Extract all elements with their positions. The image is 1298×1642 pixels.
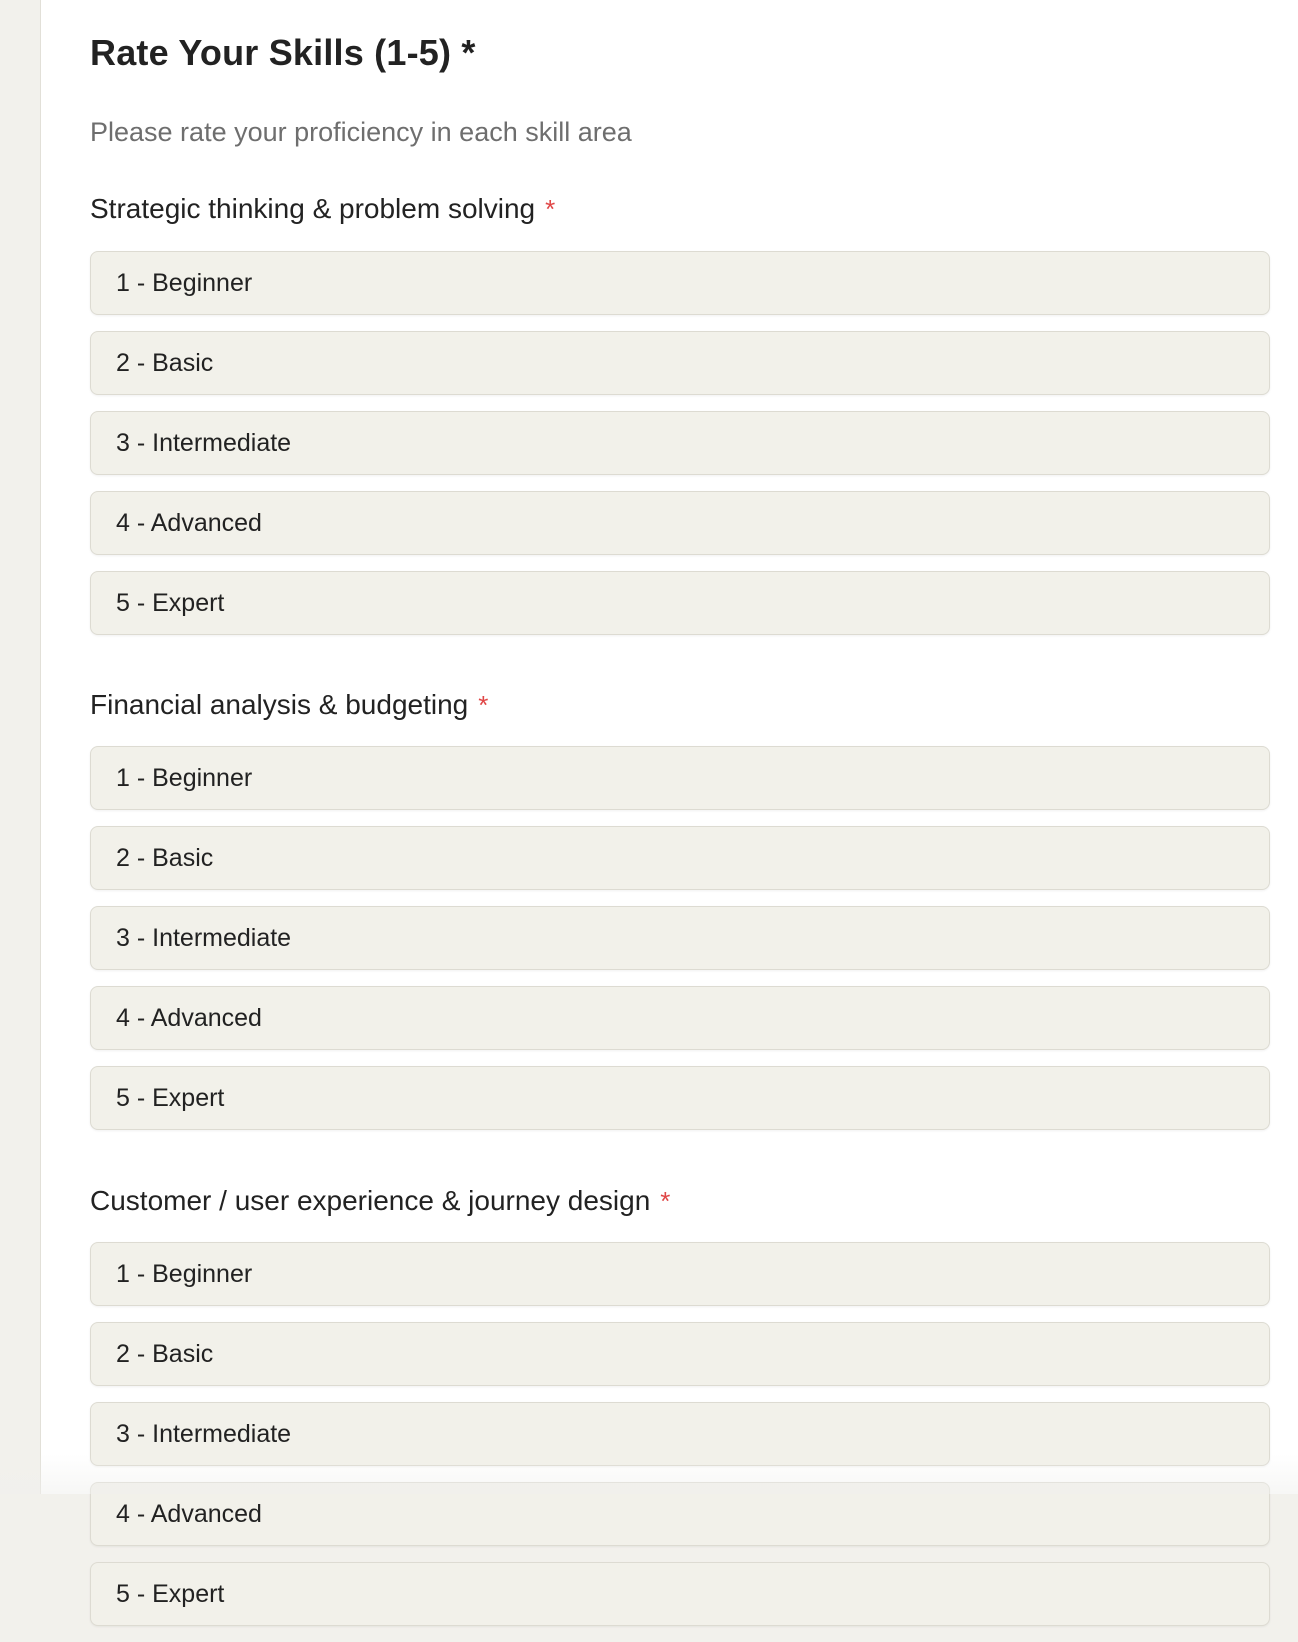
required-asterisk: * xyxy=(660,1186,671,1216)
question-label xyxy=(90,193,1270,233)
option-3-intermediate[interactable]: 3 - Intermediate xyxy=(90,1402,1270,1466)
question-label-text: Customer / user experience & journey design xyxy=(90,1185,651,1216)
option-2-basic[interactable]: 2 - Basic xyxy=(90,331,1270,395)
question-customer-experience xyxy=(90,1185,1270,1642)
left-gutter xyxy=(0,0,41,1494)
question-label-text: Financial analysis & budgeting xyxy=(90,689,469,720)
option-5-expert[interactable]: 5 - Expert xyxy=(90,1562,1270,1626)
option-5-expert[interactable]: 5 - Expert xyxy=(90,571,1270,635)
form-card xyxy=(41,0,1298,1608)
option-4-advanced[interactable]: 4 - Advanced xyxy=(90,491,1270,555)
option-list xyxy=(90,1242,1270,1626)
section-description: Please rate your proficiency in each skill area xyxy=(90,117,632,147)
option-5-expert[interactable]: 5 - Expert xyxy=(90,1066,1270,1130)
option-list xyxy=(90,251,1270,635)
section-title: Rate Your Skills (1-5) * xyxy=(90,32,476,73)
option-1-beginner[interactable]: 1 - Beginner xyxy=(90,1242,1270,1306)
option-3-intermediate[interactable]: 3 - Intermediate xyxy=(90,906,1270,970)
option-2-basic[interactable]: 2 - Basic xyxy=(90,1322,1270,1386)
question-label xyxy=(90,1185,1270,1225)
option-2-basic[interactable]: 2 - Basic xyxy=(90,826,1270,890)
option-list xyxy=(90,746,1270,1130)
option-1-beginner[interactable]: 1 - Beginner xyxy=(90,746,1270,810)
option-4-advanced[interactable]: 4 - Advanced xyxy=(90,986,1270,1050)
option-3-intermediate[interactable]: 3 - Intermediate xyxy=(90,411,1270,475)
question-financial-analysis xyxy=(90,689,1270,1146)
question-label-text: Strategic thinking & problem solving xyxy=(90,193,536,224)
option-1-beginner[interactable]: 1 - Beginner xyxy=(90,251,1270,315)
option-4-advanced[interactable]: 4 - Advanced xyxy=(90,1482,1270,1546)
required-asterisk: * xyxy=(478,690,489,720)
question-strategic-thinking xyxy=(90,193,1270,651)
question-label xyxy=(90,689,1270,729)
required-asterisk: * xyxy=(545,194,556,224)
